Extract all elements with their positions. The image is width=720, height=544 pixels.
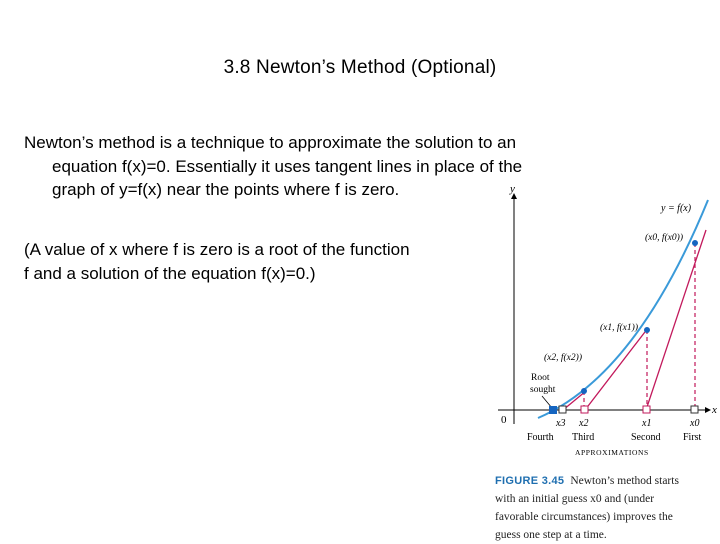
tick-x2: x2: [579, 418, 589, 429]
caption-line-1: Newton’s method starts: [570, 475, 679, 487]
x-axis-label: x: [712, 404, 717, 416]
tick-x3: x3: [556, 418, 566, 429]
figure-number: FIGURE 3.45: [495, 475, 565, 487]
intro-line-3: graph of y=f(x) near the points where f is zero.: [52, 180, 400, 199]
root-line-2: f and a solution of the equation f(x)=0.): [24, 263, 316, 283]
figure-caption: [495, 472, 710, 544]
curve-label: y = f(x): [661, 203, 692, 214]
root-label-line-1: Root: [531, 373, 550, 383]
slide-title: 3.8 Newton’s Method (Optional): [223, 57, 497, 78]
point-x1-label: (x1, f(x1)): [600, 323, 638, 333]
approx-title: APPROXIMATIONS: [575, 448, 649, 457]
point-x1: [644, 327, 650, 333]
caption-line-3: favorable circumstances) improves the: [495, 511, 673, 523]
intro-line-1: Newton’s method is a technique to approximate the solution to an: [24, 133, 517, 152]
tangent-line-0: [646, 230, 706, 410]
tick-x0: x0: [690, 418, 700, 429]
y-axis-label: y: [510, 183, 515, 195]
root-label-line-2: sought: [530, 385, 556, 395]
tick-x1: x1: [642, 418, 652, 429]
root-line-1: (A value of x where f is zero is a root of the function: [24, 240, 410, 259]
root-marker: [549, 406, 557, 414]
point-x0-label: (x0, f(x0)): [645, 233, 683, 243]
approx-marker-x2: [581, 406, 588, 413]
root-definition-paragraph: [24, 238, 494, 285]
approx-third: Third: [572, 432, 595, 443]
approx-marker-x3: [559, 406, 566, 413]
point-x2-label: (x2, f(x2)): [544, 353, 582, 363]
newtons-method-figure: [476, 180, 720, 470]
tangent-line-1: [585, 328, 648, 410]
origin-label: 0: [501, 414, 507, 426]
approx-fourth: Fourth: [527, 432, 554, 443]
caption-line-2: with an initial guess x0 and (under: [495, 493, 655, 505]
caption-line-4: guess one step at a time.: [495, 529, 607, 541]
approx-marker-x1: [643, 406, 650, 413]
approx-marker-x0: [691, 406, 698, 413]
intro-line-2: equation f(x)=0. Essentially it uses tangent lines in place of the: [52, 156, 523, 176]
point-x2: [581, 388, 587, 394]
approx-first: First: [683, 432, 702, 443]
approx-second: Second: [631, 432, 661, 443]
point-x0: [692, 240, 698, 246]
